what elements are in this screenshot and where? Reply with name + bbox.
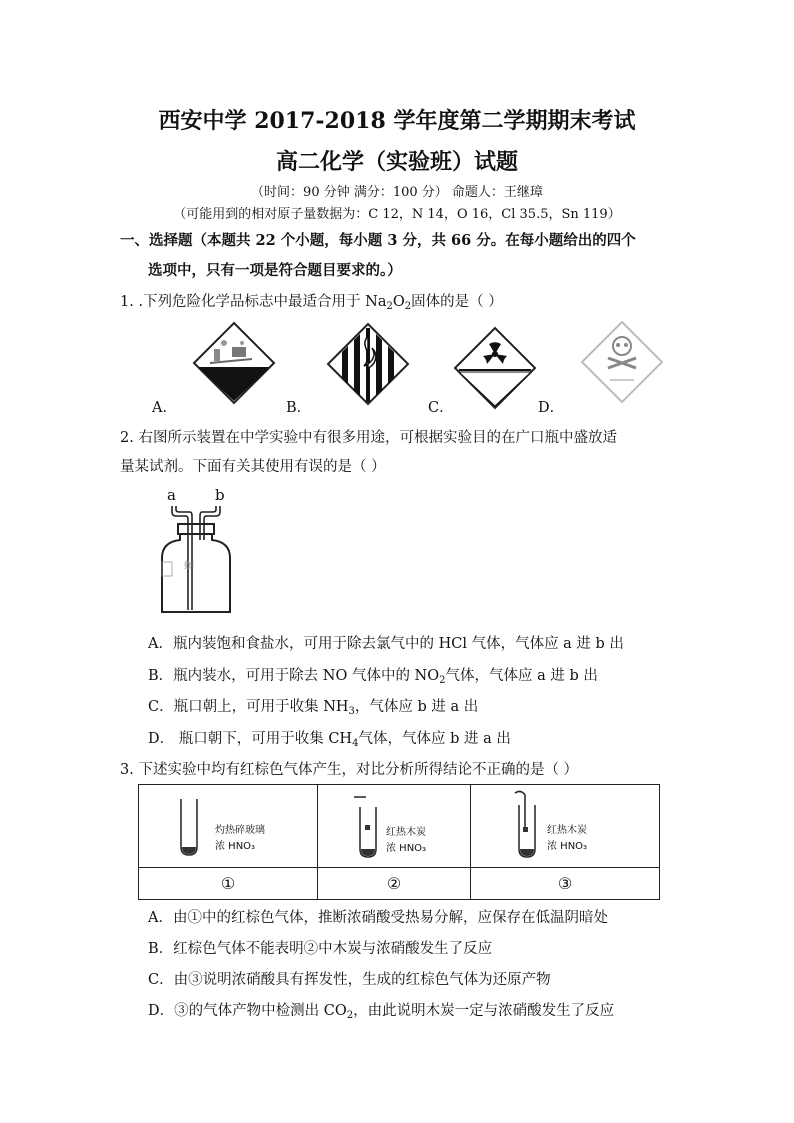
experiment-3-number: ③: [471, 868, 660, 900]
q2-option-c: C．瓶口朝上，可用于收集 $NH_3$，气体应 b 进 a 出: [148, 699, 479, 717]
q3-option-c: C．由③说明浓硝酸具有挥发性，生成的红棕色气体为还原产物: [148, 972, 551, 988]
q3-option-b: B．红棕色气体不能表明②中木炭与浓硝酸发生了反应: [148, 941, 493, 957]
exam-subtitle: 高二化学（实验班）试题: [275, 149, 518, 175]
tube-b-label: b: [215, 486, 225, 504]
q2-option-b: B．瓶内装水，可用于除去 NO 气体中的 $NO_2$气体，气体应 a 进 b 出: [148, 668, 598, 686]
test-tube-3-icon: [511, 789, 541, 861]
section-heading: 一、选择题（本题共 22 个小题，每小题 3 分，共 66 分。在每小题给出的四个: [120, 232, 636, 249]
experiment-table: [138, 784, 660, 900]
test-tube-2-icon: [352, 795, 382, 861]
experiment-3-cell: [471, 785, 660, 868]
q2-option-d: D． 瓶口朝下，可用于收集 $CH_4$气体，气体应 b 进 a 出: [148, 731, 511, 749]
experiment-1-cell: [139, 785, 318, 868]
q2-stem-line2: 量某试剂。下面有关其使用有误的是（ ）: [120, 459, 386, 475]
exp3-label-bottom: 浓 HNO₃: [547, 841, 588, 852]
q3-stem: 3. 下述实验中均有红棕色气体产生，对比分析所得结论不正确的是（ ）: [120, 762, 579, 778]
exp2-label-bottom: 浓 HNO₃: [386, 843, 427, 854]
exam-meta: （时间：90 分钟 满分：100 分） 命题人：王继璋: [251, 185, 543, 200]
gas-washing-bottle-icon: [158, 504, 234, 616]
experiment-2-number: ②: [318, 868, 471, 900]
experiment-2-cell: [318, 785, 471, 868]
test-tube-1-icon: [177, 797, 201, 859]
exam-title: 西安中学 2017-2018 学年度第二学期期末考试: [158, 108, 636, 134]
exp1-label-top: 灼热碎玻璃: [215, 825, 265, 836]
q1-option-b: B．: [286, 400, 312, 416]
exp1-label-bottom: 浓 HNO₃: [215, 841, 256, 852]
q1-option-c: C．: [428, 400, 454, 416]
q1-option-a: A．: [152, 400, 177, 416]
radioactive-hazard-icon: [453, 326, 537, 410]
q2-stem-line1: 2. 右图所示装置在中学实验中有很多用途，可根据实验目的在广口瓶中盛放适: [120, 430, 617, 446]
tube-a-label: a: [167, 486, 176, 504]
corrosive-hazard-icon: [192, 321, 276, 405]
q3-option-a: A．由①中的红棕色气体，推断浓硝酸受热易分解，应保存在低温阴暗处: [148, 910, 608, 926]
exp2-label-top: 红热木炭: [386, 827, 426, 838]
bottle-label: 蜘: [184, 561, 194, 572]
q1-stem: 1. .下列危险化学品标志中最适合用于 $Na_2O_2$固体的是（ ）: [120, 294, 503, 312]
q1-option-d: D．: [538, 400, 565, 416]
experiment-1-number: ①: [139, 868, 318, 900]
q3-option-d: D．③的气体产物中检测出 $CO_2$，由此说明木炭一定与浓硝酸发生了反应: [148, 1003, 615, 1021]
toxic-hazard-icon: [580, 320, 664, 404]
section-heading-cont: 选项中，只有一项是符合题目要求的。）: [148, 262, 402, 279]
q2-option-a: A．瓶内装饱和食盐水，可用于除去氯气中的 HCl 气体，气体应 a 进 b 出: [148, 636, 624, 652]
flammable-solid-hazard-icon: [326, 322, 410, 406]
exp3-label-top: 红热木炭: [547, 825, 587, 836]
atomic-masses: （可能用到的相对原子量数据为：C 12，N 14，O 16，Cl 35.5，Sn 119）: [173, 207, 621, 222]
